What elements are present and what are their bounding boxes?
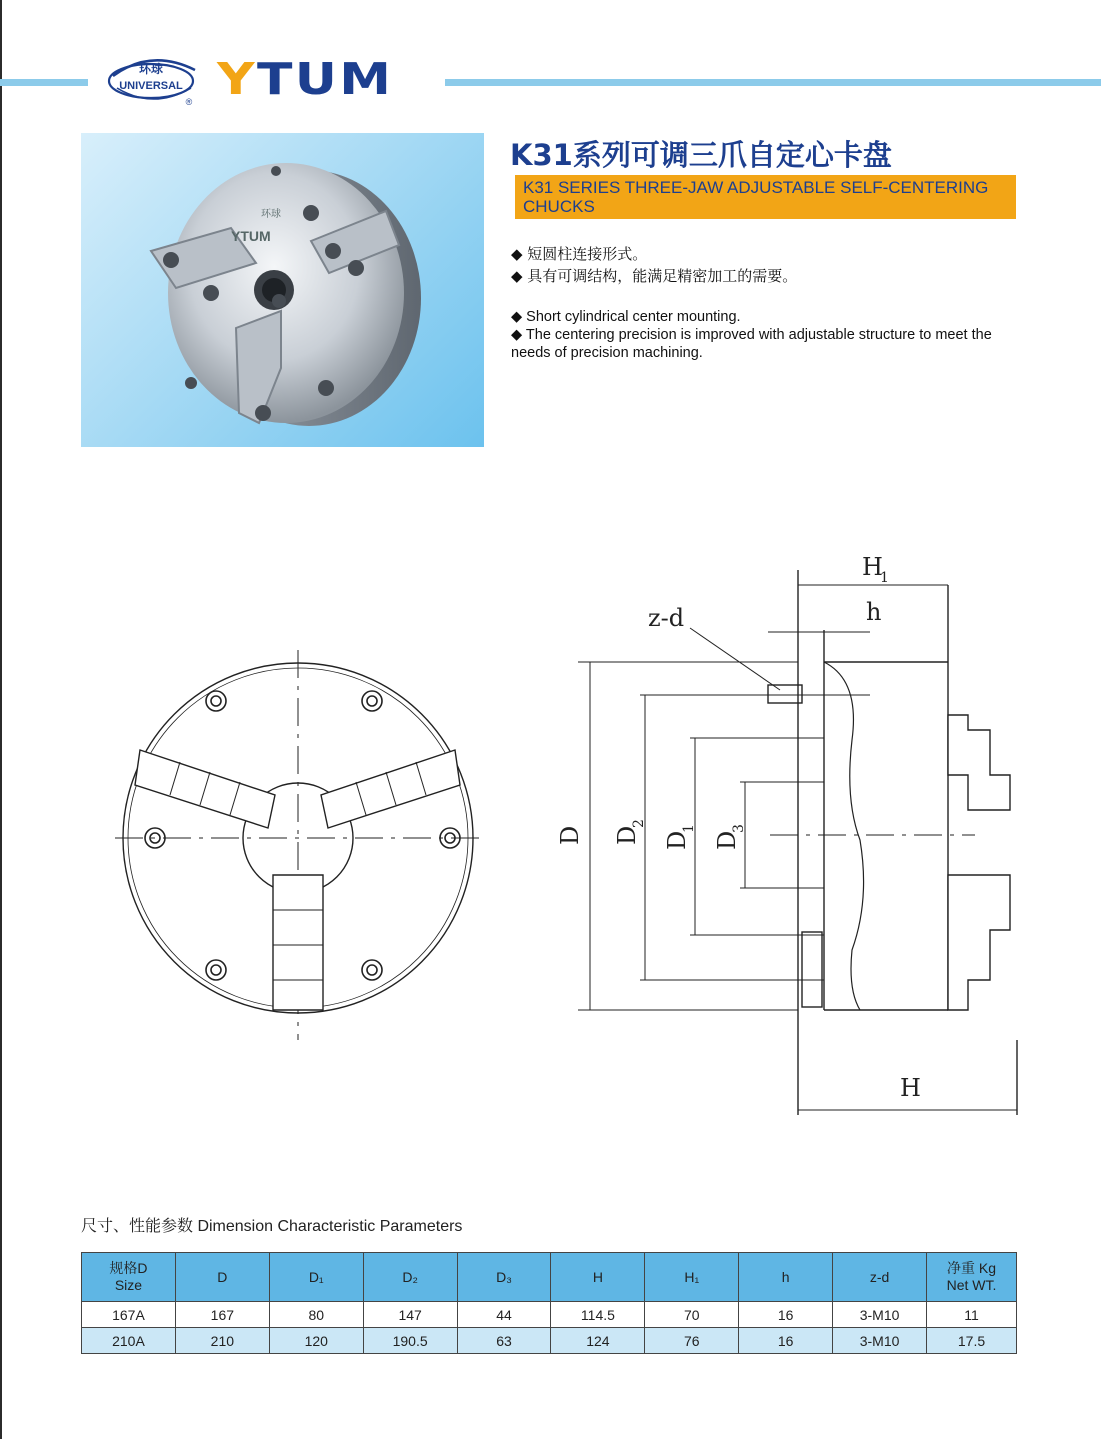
feature-en-item: ◆ The centering precision is improved with adjustable structure to meet the needs of precision machining. — [511, 327, 992, 361]
parameters-table — [81, 1252, 1017, 1354]
header-d1: D₁ — [269, 1253, 363, 1302]
cell: 114.5 — [551, 1302, 645, 1328]
cell: 167A — [82, 1302, 176, 1328]
universal-badge-icon — [105, 50, 205, 110]
cell: 124 — [551, 1328, 645, 1354]
features-cn-list — [511, 243, 797, 287]
label-D2-sub: 2 — [631, 819, 647, 828]
cell: 3-M10 — [833, 1328, 927, 1354]
label-D2: D — [613, 825, 641, 845]
header-d: D — [175, 1253, 269, 1302]
label-D: D — [556, 825, 584, 845]
product-title-cn: K31系列可调三爪自定心卡盘 — [510, 138, 892, 172]
header-d3: D₃ — [457, 1253, 551, 1302]
cell: 17.5 — [927, 1328, 1017, 1354]
table-row — [82, 1328, 1017, 1354]
label-D1: D — [663, 830, 691, 850]
label-D3-sub: 3 — [731, 824, 747, 833]
label-D1-sub: 1 — [681, 824, 697, 833]
cell: 3-M10 — [833, 1302, 927, 1328]
header-h-cap: H — [551, 1253, 645, 1302]
cell: 44 — [457, 1302, 551, 1328]
cell: 210A — [82, 1328, 176, 1354]
photo-engraving-en: YTUM — [231, 228, 271, 244]
photo-engraving-cn: 环球 — [261, 209, 281, 220]
label-h: h — [866, 598, 882, 626]
header-zd: z-d — [833, 1253, 927, 1302]
cell: 167 — [175, 1302, 269, 1328]
cell: 16 — [739, 1328, 833, 1354]
technical-drawing — [100, 540, 1040, 1140]
side-view — [578, 570, 1017, 1115]
table-header-row — [82, 1253, 1017, 1302]
table-caption: 尺寸、性能参数 Dimension Characteristic Parameters — [81, 1218, 463, 1235]
feature-en-item: ◆ Short cylindrical center mounting. — [511, 309, 741, 325]
cell: 70 — [645, 1302, 739, 1328]
cell: 120 — [269, 1328, 363, 1354]
cell: 80 — [269, 1302, 363, 1328]
cell: 76 — [645, 1328, 739, 1354]
header-h: h — [739, 1253, 833, 1302]
features-en-list — [511, 308, 1021, 362]
header-size: 规格D Size — [82, 1253, 176, 1302]
label-D3: D — [713, 830, 741, 850]
front-view — [115, 650, 485, 1040]
cell: 63 — [457, 1328, 551, 1354]
badge-cn: 环球 — [138, 62, 164, 76]
header-weight: 净重 Kg Net WT. — [927, 1253, 1017, 1302]
cell: 147 — [363, 1302, 457, 1328]
cell: 16 — [739, 1302, 833, 1328]
cell: 11 — [927, 1302, 1017, 1328]
product-photo — [81, 133, 484, 447]
label-H1: H — [862, 553, 883, 581]
wordmark-rest: TUM — [256, 54, 394, 105]
label-zd: z-d — [648, 604, 685, 632]
badge-mark: ® — [185, 97, 193, 107]
chuck-photo-illustration — [81, 133, 484, 447]
header-h1: H₁ — [645, 1253, 739, 1302]
header-rule-right — [445, 79, 1101, 86]
label-H1-sub: 1 — [880, 570, 889, 586]
brand-wordmark — [217, 54, 393, 106]
cell: 190.5 — [363, 1328, 457, 1354]
page-border — [0, 0, 2, 1439]
feature-cn-item: ◆ 具有可调结构，能满足精密加工的需要。 — [511, 267, 798, 285]
badge-en: UNIVERSAL — [119, 80, 183, 92]
feature-cn-item: ◆ 短圆柱连接形式。 — [511, 245, 648, 263]
header-d2: D₂ — [363, 1253, 457, 1302]
header-rule-left — [0, 79, 88, 86]
cell: 210 — [175, 1328, 269, 1354]
table-row — [82, 1302, 1017, 1328]
product-title-en: K31 SERIES THREE-JAW ADJUSTABLE SELF-CENTERING CHUCKS — [515, 175, 1016, 219]
brand-logo — [105, 50, 425, 112]
label-H: H — [900, 1074, 921, 1102]
wordmark-y: Y — [217, 54, 257, 105]
